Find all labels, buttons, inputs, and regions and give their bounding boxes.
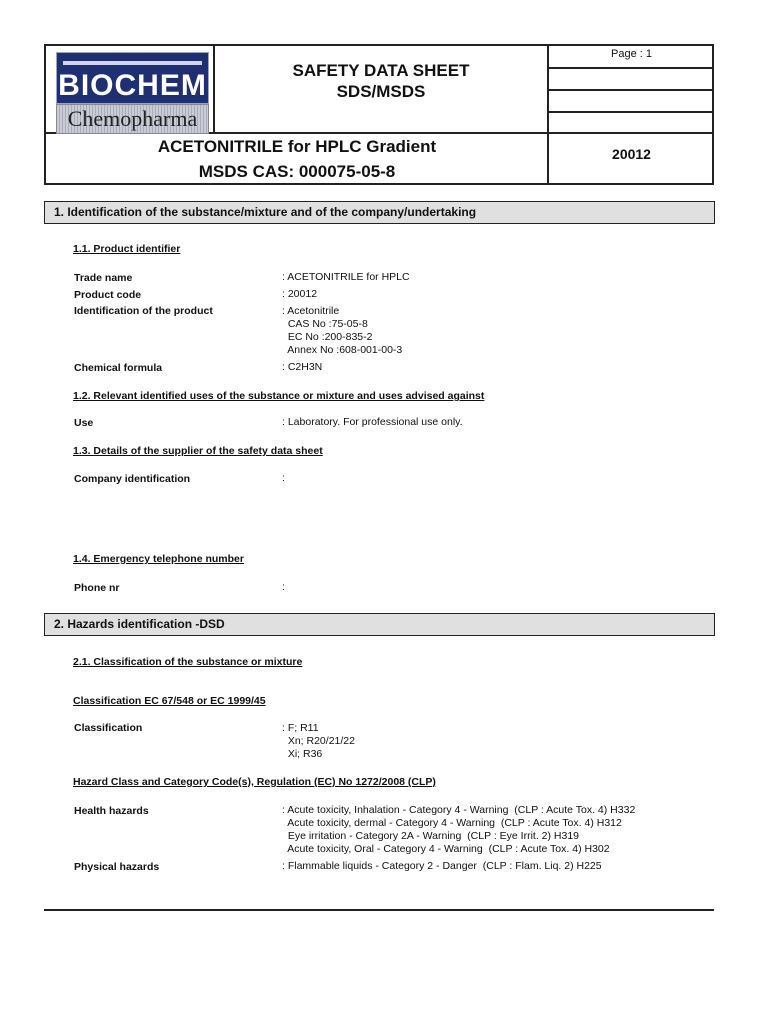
product-code-value: : 20012 bbox=[282, 288, 318, 300]
logo-brand-text: BIOCHEM bbox=[58, 69, 207, 102]
identification-label: Identification of the product bbox=[74, 305, 213, 317]
subsection-1-1-heading: 1.1. Product identifier bbox=[73, 243, 181, 255]
sds-title bbox=[214, 60, 548, 102]
chemical-formula-label: Chemical formula bbox=[74, 362, 163, 374]
logo-sub-text: Chemopharma bbox=[67, 106, 198, 131]
phone-value: : bbox=[282, 581, 285, 593]
chemical-formula-value: : C2H3N bbox=[282, 361, 323, 373]
divider bbox=[547, 111, 713, 113]
page-number: Page : 1 bbox=[611, 48, 652, 60]
product-code-label: Product code bbox=[74, 289, 142, 301]
classification-label: Classification bbox=[74, 722, 143, 734]
product-title bbox=[46, 134, 548, 184]
trade-name-label: Trade name bbox=[74, 272, 133, 284]
divider bbox=[547, 67, 713, 69]
subsection-1-2-heading: 1.2. Relevant identified uses of the substance or mixture and uses advised against bbox=[73, 390, 485, 402]
use-value: : Laboratory. For professional use only. bbox=[282, 416, 463, 428]
subsection-1-3-heading: 1.3. Details of the supplier of the safety data sheet bbox=[73, 445, 323, 457]
product-title-line-2: MSDS CAS: 000075-05-8 bbox=[198, 162, 396, 181]
clp-heading: Hazard Class and Category Code(s), Regulation (EC) No 1272/2008 (CLP) bbox=[73, 776, 436, 788]
phone-label: Phone nr bbox=[74, 582, 120, 594]
section-2-header: 2. Hazards identification -DSD bbox=[44, 613, 715, 636]
section-1-header: 1. Identification of the substance/mixture and of the company/undertaking bbox=[44, 201, 715, 224]
company-identification-label: Company identification bbox=[74, 473, 191, 485]
page-bottom-rule bbox=[44, 909, 714, 911]
use-label: Use bbox=[74, 417, 94, 429]
subsection-2-1-heading: 2.1. Classification of the substance or mixture bbox=[73, 656, 303, 668]
subsection-1-4-heading: 1.4. Emergency telephone number bbox=[73, 553, 244, 565]
health-hazards-label: Health hazards bbox=[74, 805, 149, 817]
divider bbox=[547, 89, 713, 91]
product-code: 20012 bbox=[612, 146, 651, 162]
identification-value: : Acetonitrile CAS No :75-05-8 EC No :200-835-2 Annex No :608-001-00-3 bbox=[282, 305, 403, 356]
company-identification-value: : bbox=[282, 472, 285, 484]
classification-value: : F; R11 Xn; R20/21/22 Xi; R36 bbox=[282, 722, 355, 760]
trade-name-value: : ACETONITRILE for HPLC bbox=[282, 271, 410, 283]
sds-title-line-1: SAFETY DATA SHEET bbox=[292, 61, 470, 80]
physical-hazards-label: Physical hazards bbox=[74, 861, 160, 873]
physical-hazards-value: : Flammable liquids - Category 2 - Danger (CLP : Flam. Liq. 2) H225 bbox=[282, 860, 602, 872]
company-logo bbox=[56, 52, 209, 132]
classification-ec-heading: Classification EC 67/548 or EC 1999/45 bbox=[73, 695, 266, 707]
sds-title-line-2: SDS/MSDS bbox=[336, 82, 426, 101]
health-hazards-value: : Acute toxicity, Inhalation - Category 4 - Warning (CLP : Acute Tox. 4) H332 Acute toxicity, dermal - Category 4 - Warning (CLP : Acute Tox. 4) H312 Eye irritation - Category 2A - Warning (CLP : Eye Irrit. 2) H319 Acute toxicity, Oral - Category 4 - Warning (CLP : Acute Tox. 4) H302 bbox=[282, 804, 636, 855]
document-header bbox=[44, 44, 714, 185]
product-title-line-1: ACETONITRILE for HPLC Gradient bbox=[157, 137, 437, 156]
